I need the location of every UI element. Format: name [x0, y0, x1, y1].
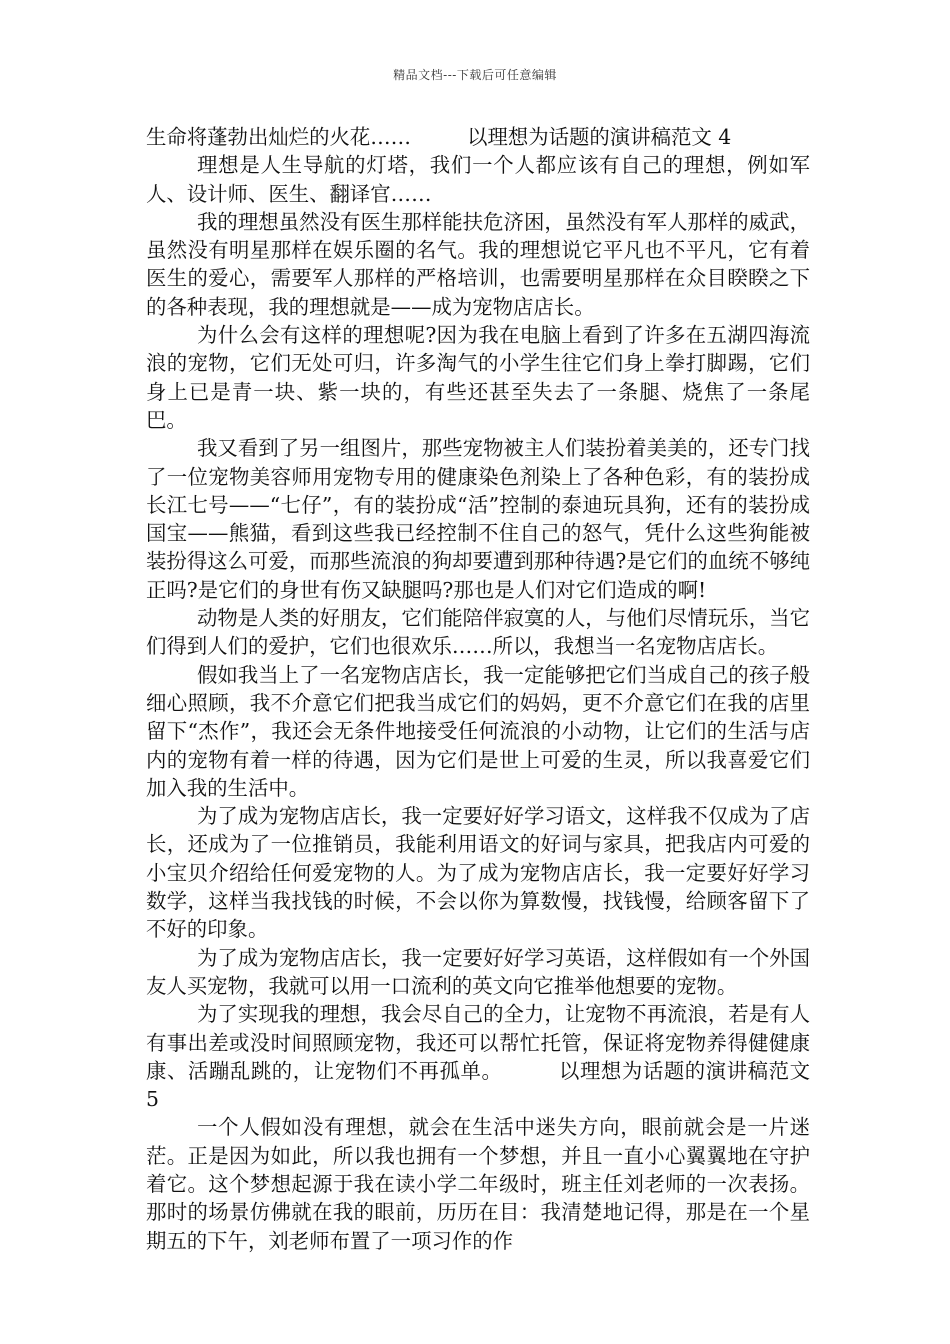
- paragraph: [146, 1113, 810, 1254]
- paragraph: [146, 434, 810, 604]
- paragraph-text: 一个人假如没有理想，就会在生活中迷失方向，眼前就会是一片迷茫。正是因为如此，所以我也拥有一个梦想，并且一直小心翼翼地在守护着它。这个梦想起源于我在读小学二年级时，班主任刘老师的一次表扬。那时的场景仿佛就在我的眼前，历历在目：我清楚地记得，那是在一个星期五的下午，刘老师布置了一项习作的作: [146, 1115, 810, 1253]
- paragraph: [146, 208, 810, 321]
- paragraph: [146, 321, 810, 434]
- paragraph-text: 为什么会有这样的理想呢?因为我在电脑上看到了许多在五湖四海流浪的宠物，它们无处可归，许多淘气的小学生往它们身上拳打脚踢，它们身上已是青一块、紫一块的，有些还甚至失去了一条腿、烧焦了一条尾巴。: [146, 323, 810, 432]
- paragraph: [146, 661, 810, 802]
- paragraph: [146, 802, 810, 943]
- document-body: [146, 123, 810, 1255]
- closing-line: 生命将蓬勃出灿烂的火花……: [146, 125, 412, 149]
- paragraph-text: 我的理想虽然没有医生那样能扶危济困，虽然没有军人那样的威武，虽然没有明星那样在娱乐圈的名气。我的理想说它平凡也不平凡，它有着医生的爱心，需要军人那样的严格培训，也需要明星那样在众目睽睽之下的各种表现，我的理想就是——成为宠物店店长。: [146, 209, 810, 319]
- paragraph-text: 理想是人生导航的灯塔，我们一个人都应该有自己的理想，例如军人、设计师、医生、翻译官……: [146, 153, 810, 206]
- section-heading: 以理想为话题的演讲稿范文 4: [467, 125, 732, 149]
- page-header: 精品文档---下载后可任意编辑: [393, 68, 557, 82]
- paragraph: [146, 944, 810, 1001]
- paragraph-text: 为了实现我的理想，我会尽自己的全力，让宠物不再流浪，若是有人有事出差或没时间照顾宠物，我还可以帮忙托管，保证将宠物养得健健康康、活蹦乱跳的，让宠物们不再孤单。: [146, 1002, 810, 1083]
- section-heading: 以理想为话题的演讲稿范文 5: [146, 1058, 811, 1112]
- paragraph-text: 假如我当上了一名宠物店店长，我一定能够把它们当成自己的孩子般细心照顾，我不介意它们把我当成它们的妈妈，更不介意它们在我的店里留下“杰作”，我还会无条件地接受任何流浪的小动物，让它们的生活与店内的宠物有着一样的待遇，因为它们是世上可爱的生灵，所以我喜爱它们加入我的生活中。: [146, 662, 810, 800]
- paragraph: [146, 604, 810, 661]
- paragraph: [146, 123, 810, 151]
- paragraph: [146, 1000, 810, 1113]
- paragraph: [146, 151, 810, 208]
- paragraph-text: 为了成为宠物店店长，我一定要好好学习英语，这样假如有一个外国友人买宠物，我就可以用一口流利的英文向它推举他想要的宠物。: [146, 945, 810, 998]
- paragraph-text: 动物是人类的好朋友，它们能陪伴寂寞的人，与他们尽情玩乐，当它们得到人们的爱护，它们也很欢乐……所以，我想当一名宠物店店长。: [146, 606, 810, 659]
- paragraph-text: 我又看到了另一组图片，那些宠物被主人们装扮着美美的，还专门找了一位宠物美容师用宠物专用的健康染色剂染上了各种色彩，有的装扮成长江七号——“七仔”，有的装扮成“活”控制的泰迪玩具狗，还有的装扮成国宝——熊猫，看到这些我已经控制不住自己的怒气，凭什么这些狗能被装扮得这么可爱，而那些流浪的狗却要遭到那种待遇?是它们的血统不够纯正吗?是它们的身世有伤又缺腿吗?那也是人们对它们造成的啊!: [146, 436, 810, 602]
- paragraph-text: 为了成为宠物店店长，我一定要好好学习语文，这样我不仅成为了店长，还成为了一位推销员，我能利用语文的好词与家具，把我店内可爱的小宝贝介绍给任何爱宠物的人。为了成为宠物店店长，我一定要好好学习数学，这样当我找钱的时候，不会以你为算数慢，找钱慢，给顾客留下了不好的印象。: [146, 804, 810, 942]
